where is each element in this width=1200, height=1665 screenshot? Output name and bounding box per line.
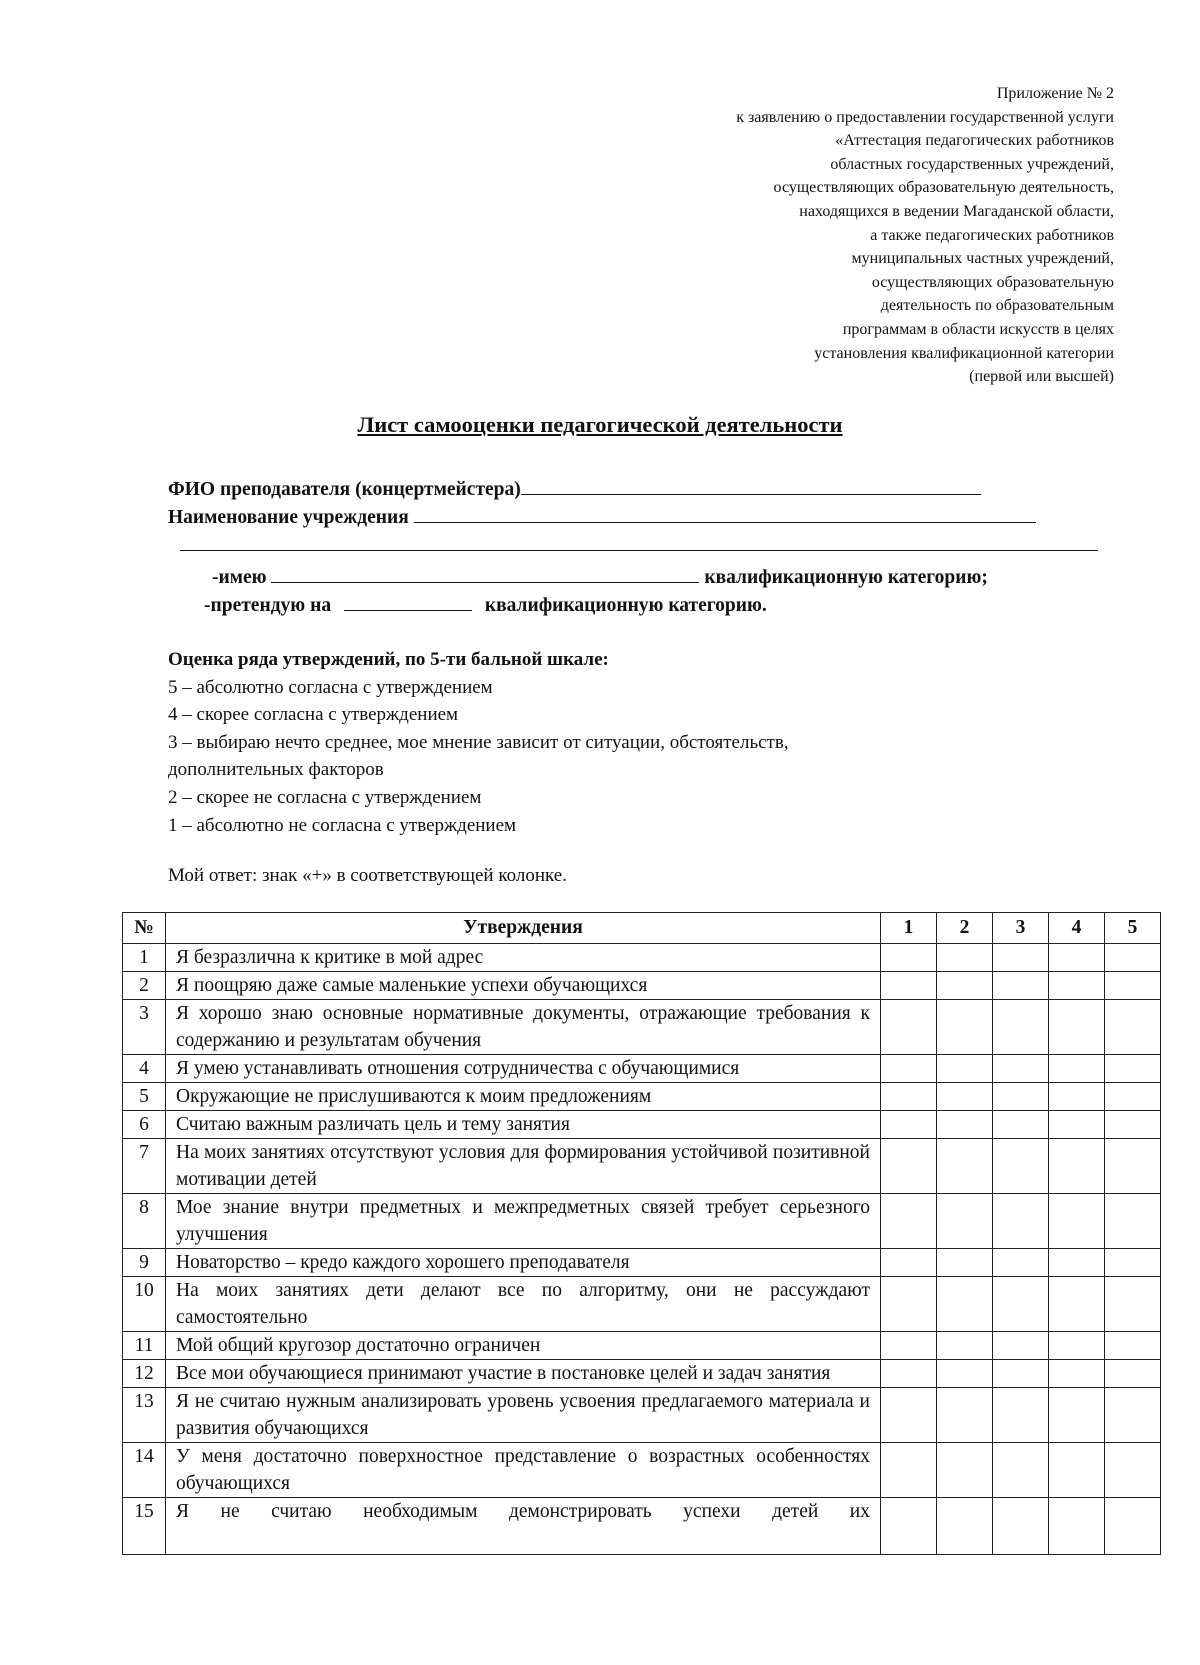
score-cell-2[interactable] — [937, 1277, 993, 1332]
current-category-row — [212, 564, 988, 589]
score-cell-2[interactable] — [937, 1388, 993, 1443]
score-cell-5[interactable] — [1105, 1332, 1161, 1360]
scale-description — [168, 646, 1068, 839]
score-cell-3[interactable] — [993, 1139, 1049, 1194]
appendix-line: осуществляющих образовательную — [871, 273, 1114, 291]
scale-item: дополнительных факторов — [168, 759, 384, 781]
score-cell-2[interactable] — [937, 944, 993, 972]
score-cell-2[interactable] — [937, 1111, 993, 1139]
statement-text: Считаю важным различать цель и тему занятия — [166, 1111, 881, 1139]
header-score-4: 4 — [1049, 913, 1105, 944]
statement-text: Новаторство – кредо каждого хорошего преподавателя — [166, 1249, 881, 1277]
scale-item: 4 – скорее согласна с утверждением — [168, 704, 459, 726]
answer-instruction: Мой ответ: знак «+» в соответствующей колонке. — [168, 865, 567, 886]
table-row — [123, 1055, 1161, 1083]
score-cell-1[interactable] — [881, 944, 937, 972]
score-cell-3[interactable] — [993, 1000, 1049, 1055]
score-cell-3[interactable] — [993, 972, 1049, 1000]
appendix-line: осуществляющих образовательную деятельность, — [773, 179, 1114, 197]
score-cell-5[interactable] — [1105, 1139, 1161, 1194]
score-cell-2[interactable] — [937, 1083, 993, 1111]
have-suffix: квалификационную категорию; — [704, 567, 988, 588]
row-number: 13 — [123, 1388, 166, 1443]
score-cell-3[interactable] — [993, 1332, 1049, 1360]
institution-field-continuation[interactable] — [180, 550, 1098, 551]
header-statements: Утверждения — [166, 913, 881, 944]
appendix-line: областных государственных учреждений, — [830, 155, 1114, 173]
score-cell-5[interactable] — [1105, 1388, 1161, 1443]
statement-text: Я поощряю даже самые маленькие успехи обучающихся — [166, 972, 881, 1000]
row-number: 10 — [123, 1277, 166, 1332]
score-cell-2[interactable] — [937, 1000, 993, 1055]
score-cell-5[interactable] — [1105, 1360, 1161, 1388]
statements-table — [122, 912, 1161, 1555]
score-cell-2[interactable] — [937, 1360, 993, 1388]
table-row — [123, 1332, 1161, 1360]
statement-text: Я не считаю нужным анализировать уровень усвоения предлагаемого материала и развития обучающихся — [166, 1388, 881, 1443]
table-row — [123, 1249, 1161, 1277]
statement-text: Окружающие не прислушиваются к моим предложениям — [166, 1083, 881, 1111]
score-cell-4[interactable] — [1049, 1277, 1105, 1332]
score-cell-4[interactable] — [1049, 972, 1105, 1000]
score-cell-1[interactable] — [881, 1443, 937, 1498]
statement-text: На моих занятиях дети делают все по алгоритму, они не рассуждают самостоятельно — [166, 1277, 881, 1332]
score-cell-1[interactable] — [881, 1083, 937, 1111]
row-number: 5 — [123, 1083, 166, 1111]
score-cell-1[interactable] — [881, 1055, 937, 1083]
row-number: 8 — [123, 1194, 166, 1249]
score-cell-4[interactable] — [1049, 1498, 1105, 1555]
score-cell-2[interactable] — [937, 1055, 993, 1083]
table-row — [123, 1194, 1161, 1249]
score-cell-3[interactable] — [993, 1360, 1049, 1388]
table-row — [123, 972, 1161, 1000]
row-number: 7 — [123, 1139, 166, 1194]
score-cell-1[interactable] — [881, 972, 937, 1000]
appendix-line: Приложение № 2 — [996, 85, 1114, 102]
table-row — [123, 1000, 1161, 1055]
score-cell-4[interactable] — [1049, 1139, 1105, 1194]
score-cell-1[interactable] — [881, 1277, 937, 1332]
score-cell-3[interactable] — [993, 1194, 1049, 1249]
target-category-row — [204, 592, 767, 617]
score-cell-5[interactable] — [1105, 1194, 1161, 1249]
score-cell-4[interactable] — [1049, 1083, 1105, 1111]
score-cell-4[interactable] — [1049, 1111, 1105, 1139]
fio-row — [168, 476, 981, 501]
header-number: № — [123, 913, 166, 944]
score-cell-5[interactable] — [1105, 1000, 1161, 1055]
appendix-line: установления квалификационной категории — [814, 344, 1114, 362]
score-cell-5[interactable] — [1105, 1111, 1161, 1139]
score-cell-1[interactable] — [881, 1388, 937, 1443]
score-cell-2[interactable] — [937, 972, 993, 1000]
score-cell-3[interactable] — [993, 1498, 1049, 1555]
row-number: 12 — [123, 1360, 166, 1388]
appendix-line: (первой или высшей) — [969, 368, 1114, 386]
table-row — [123, 1083, 1161, 1111]
score-cell-4[interactable] — [1049, 944, 1105, 972]
score-cell-4[interactable] — [1049, 1443, 1105, 1498]
header-score-3: 3 — [993, 913, 1049, 944]
score-cell-5[interactable] — [1105, 944, 1161, 972]
statement-text: Я безразлична к критике в мой адрес — [166, 944, 881, 972]
statement-text: Мое знание внутри предметных и межпредметных связей требует серьезного улучшения — [166, 1194, 881, 1249]
score-cell-4[interactable] — [1049, 1332, 1105, 1360]
score-cell-3[interactable] — [993, 1443, 1049, 1498]
appendix-line: «Аттестация педагогических работников — [835, 132, 1114, 150]
appendix-line: а также педагогических работников — [870, 226, 1114, 244]
appendix-line: программам в области искусств в целях — [842, 320, 1114, 338]
appendix-line: деятельность по образовательным — [880, 297, 1114, 315]
score-cell-2[interactable] — [937, 1443, 993, 1498]
score-cell-5[interactable] — [1105, 1249, 1161, 1277]
statement-text: Все мои обучающиеся принимают участие в постановке целей и задач занятия — [166, 1360, 881, 1388]
score-cell-5[interactable] — [1105, 972, 1161, 1000]
have-prefix: -имею — [212, 567, 267, 588]
scale-item: 5 – абсолютно согласна с утверждением — [168, 676, 493, 698]
score-cell-5[interactable] — [1105, 1083, 1161, 1111]
scale-item: 1 – абсолютно не согласна с утверждением — [168, 814, 517, 836]
institution-row — [168, 504, 1036, 529]
fio-label: ФИО преподавателя (концертмейстера) — [168, 479, 521, 500]
row-number: 1 — [123, 944, 166, 972]
score-cell-4[interactable] — [1049, 1360, 1105, 1388]
table-row — [123, 1443, 1161, 1498]
table-row — [123, 944, 1161, 972]
score-cell-5[interactable] — [1105, 1498, 1161, 1555]
header-score-1: 1 — [881, 913, 937, 944]
statement-text: Мой общий кругозор достаточно ограничен — [166, 1332, 881, 1360]
score-cell-4[interactable] — [1049, 1055, 1105, 1083]
institution-label: Наименование учреждения — [168, 507, 409, 528]
score-cell-1[interactable] — [881, 1498, 937, 1555]
page-title: Лист самооценки педагогической деятельности — [357, 412, 843, 437]
header-score-2: 2 — [937, 913, 993, 944]
table-row — [123, 1498, 1161, 1555]
header-score-5: 5 — [1105, 913, 1161, 944]
row-number: 11 — [123, 1332, 166, 1360]
appendix-header — [554, 82, 1114, 389]
appendix-line: к заявлению о предоставлении государственной услуги — [736, 108, 1114, 126]
appendix-line: находящихся в ведении Магаданской области, — [799, 202, 1114, 220]
score-cell-4[interactable] — [1049, 1249, 1105, 1277]
apply-suffix: квалификационную категорию. — [484, 595, 767, 616]
score-cell-3[interactable] — [993, 1083, 1049, 1111]
score-cell-4[interactable] — [1049, 1000, 1105, 1055]
score-cell-3[interactable] — [993, 1249, 1049, 1277]
score-cell-3[interactable] — [993, 1277, 1049, 1332]
row-number: 3 — [123, 1000, 166, 1055]
score-cell-5[interactable] — [1105, 1277, 1161, 1332]
score-cell-2[interactable] — [937, 1332, 993, 1360]
row-number: 14 — [123, 1443, 166, 1498]
fio-field[interactable] — [521, 476, 981, 495]
table-row — [123, 1111, 1161, 1139]
table-row — [123, 1360, 1161, 1388]
score-cell-2[interactable] — [937, 1249, 993, 1277]
target-category-field[interactable] — [344, 592, 472, 611]
score-cell-1[interactable] — [881, 1111, 937, 1139]
score-cell-1[interactable] — [881, 1249, 937, 1277]
score-cell-2[interactable] — [937, 1194, 993, 1249]
score-cell-5[interactable] — [1105, 1443, 1161, 1498]
scale-item: 3 – выбираю нечто среднее, мое мнение зависит от ситуации, обстоятельств, — [168, 731, 789, 753]
score-cell-4[interactable] — [1049, 1194, 1105, 1249]
score-cell-5[interactable] — [1105, 1055, 1161, 1083]
apply-prefix: -претендую на — [204, 595, 332, 616]
score-cell-1[interactable] — [881, 1360, 937, 1388]
appendix-line: муниципальных частных учреждений, — [851, 250, 1114, 268]
statement-text: Я хорошо знаю основные нормативные документы, отражающие требования к содержанию и результатам обучения — [166, 1000, 881, 1055]
score-cell-2[interactable] — [937, 1139, 993, 1194]
score-cell-3[interactable] — [993, 1111, 1049, 1139]
statement-text: На моих занятиях отсутствуют условия для формирования устойчивой позитивной мотивации детей — [166, 1139, 881, 1194]
score-cell-1[interactable] — [881, 1194, 937, 1249]
scale-heading: Оценка ряда утверждений, по 5-ти бальной шкале: — [168, 649, 609, 670]
table-row — [123, 1388, 1161, 1443]
score-cell-3[interactable] — [993, 1388, 1049, 1443]
statement-text: Я умею устанавливать отношения сотрудничества с обучающимися — [166, 1055, 881, 1083]
row-number: 2 — [123, 972, 166, 1000]
institution-field[interactable] — [414, 504, 1036, 523]
row-number: 4 — [123, 1055, 166, 1083]
score-cell-1[interactable] — [881, 1332, 937, 1360]
table-row — [123, 1277, 1161, 1332]
row-number: 6 — [123, 1111, 166, 1139]
table-header-row — [123, 913, 1161, 944]
score-cell-2[interactable] — [937, 1498, 993, 1555]
current-category-field[interactable] — [271, 564, 699, 583]
row-number: 9 — [123, 1249, 166, 1277]
table-row — [123, 1139, 1161, 1194]
score-cell-3[interactable] — [993, 1055, 1049, 1083]
score-cell-1[interactable] — [881, 1000, 937, 1055]
scale-item: 2 – скорее не согласна с утверждением — [168, 786, 482, 808]
score-cell-4[interactable] — [1049, 1388, 1105, 1443]
statement-text: У меня достаточно поверхностное представление о возрастных особенностях обучающихся — [166, 1443, 881, 1498]
score-cell-1[interactable] — [881, 1139, 937, 1194]
score-cell-3[interactable] — [993, 944, 1049, 972]
statement-text: Я не считаю необходимым демонстрировать успехи детей их — [166, 1498, 881, 1555]
row-number: 15 — [123, 1498, 166, 1555]
